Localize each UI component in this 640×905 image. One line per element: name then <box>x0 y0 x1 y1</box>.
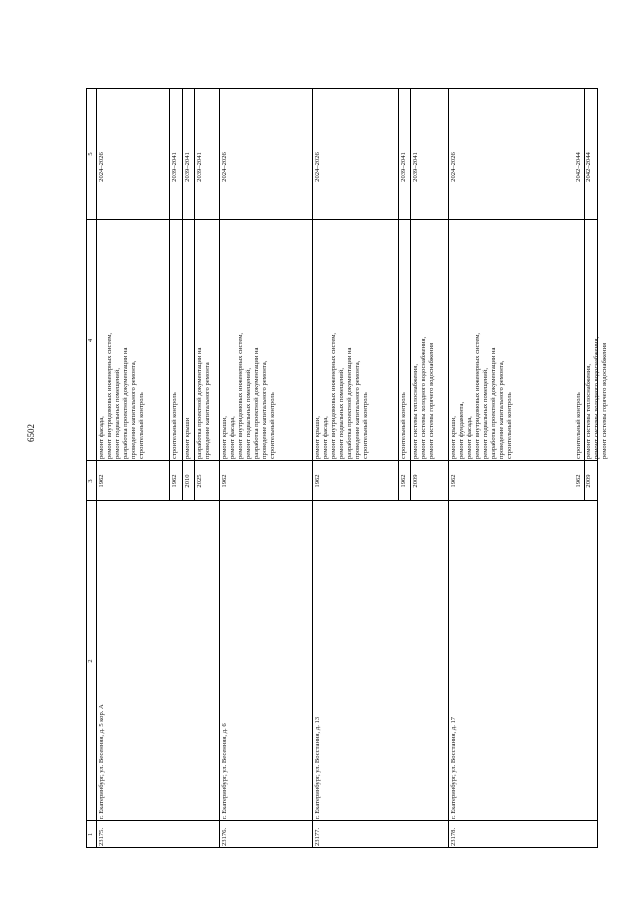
work-period: 2024–2026 <box>450 152 457 182</box>
column-header-3: 3 <box>87 479 94 483</box>
commissioning-year: 1962 <box>575 474 582 488</box>
column-divider <box>86 219 598 220</box>
row-address: г. Екатеринбург, ул. Весенняя, д. 6 <box>221 723 228 819</box>
row-number: 23175. <box>98 827 105 846</box>
work-period: 2042–2044 <box>575 152 582 182</box>
work-types: ремонт крыши <box>184 417 191 459</box>
row-number: 23178. <box>450 827 457 846</box>
commissioning-year: 1962 <box>400 474 407 488</box>
work-schedule-table <box>86 88 608 848</box>
row-address: г. Екатеринбург, ул. Восстания, д. 17 <box>450 716 457 819</box>
work-types: ремонт крыши, ремонт фундамента, ремонт фасада, ремонт внутридомовых инженерных систем, ремонт подвальных помещений, разработка проектной документации на проведение капитального ремонта, строительный контроль <box>450 332 513 459</box>
work-types: ремонт крыши, ремонт фасада, ремонт внутридомовых инженерных систем, ремонт подвальных помещений, разработка проектной документации на проведение капитального ремонта, строительный контроль <box>314 332 369 459</box>
row-address: г. Екатеринбург, ул. Весенняя, д. 5 кор. А <box>98 704 105 819</box>
column-divider <box>86 820 598 821</box>
commissioning-year: 1962 <box>98 474 105 488</box>
table-border-left <box>86 847 598 848</box>
work-period: 2042–2044 <box>585 152 592 182</box>
work-period: 2039–2041 <box>412 152 419 182</box>
commissioning-year: 1962 <box>221 474 228 488</box>
work-types: строительный контроль <box>400 392 407 459</box>
header-divider <box>96 88 97 848</box>
sub-row-divider <box>182 88 183 501</box>
commissioning-year: 2025 <box>196 474 203 488</box>
column-header-4: 4 <box>87 338 94 343</box>
work-period: 2024–2026 <box>221 152 228 182</box>
work-period: 2039–2041 <box>171 152 178 182</box>
work-types: разработка проектной документации на проведение капитального ремонта <box>196 347 211 459</box>
sub-row-divider <box>194 88 195 501</box>
sub-row-divider <box>169 88 170 501</box>
row-address: г. Екатеринбург, ул. Восстания, д. 13 <box>314 716 321 819</box>
row-divider <box>312 88 313 848</box>
work-types: ремонт фасада, ремонт внутридомовых инженерных систем, ремонт подвальных помещений, разработка проектной документации на проведение капитального ремонта, строительный контроль <box>98 332 145 459</box>
row-divider <box>448 88 449 848</box>
column-divider <box>86 500 598 501</box>
page-number: 6502 <box>26 424 36 442</box>
commissioning-year: 1962 <box>171 474 178 488</box>
commissioning-year: 1962 <box>314 474 321 488</box>
table-border-right <box>86 88 598 89</box>
work-types: ремонт системы теплоснабжения, ремонт системы холодного водоснабжения, ремонт системы горячего водоснабжения <box>585 336 608 459</box>
work-period: 2039–2041 <box>196 152 203 182</box>
sub-row-divider <box>410 88 411 501</box>
work-types: ремонт крыши, ремонт фасада, ремонт внутридомовых инженерных систем, ремонт подвальных помещений, разработка проектной документации на проведение капитального ремонта, строительный контроль <box>221 332 276 459</box>
row-number: 23177. <box>314 827 321 846</box>
commissioning-year: 1962 <box>450 474 457 488</box>
column-header-2: 2 <box>87 659 94 663</box>
commissioning-year: 2010 <box>184 474 191 488</box>
commissioning-year: 2009 <box>585 474 592 488</box>
sub-row-divider <box>398 88 399 501</box>
work-period: 2024–2026 <box>314 152 321 182</box>
commissioning-year: 2009 <box>412 474 419 488</box>
work-period: 2024–2026 <box>98 152 105 182</box>
work-types: строительный контроль <box>171 392 178 459</box>
work-types: строительный контроль <box>575 392 582 459</box>
table-border-bottom <box>597 88 598 848</box>
row-divider <box>219 88 220 848</box>
column-header-1: 1 <box>87 832 94 837</box>
column-header-5: 5 <box>87 152 94 156</box>
work-types: ремонт системы теплоснабжения, ремонт системы холодного водоснабжения, ремонт системы горячего водоснабжения <box>412 336 435 459</box>
work-period: 2039–2041 <box>400 152 407 182</box>
row-number: 23176. <box>221 827 228 846</box>
work-period: 2039–2041 <box>184 152 191 182</box>
column-divider <box>86 460 598 461</box>
